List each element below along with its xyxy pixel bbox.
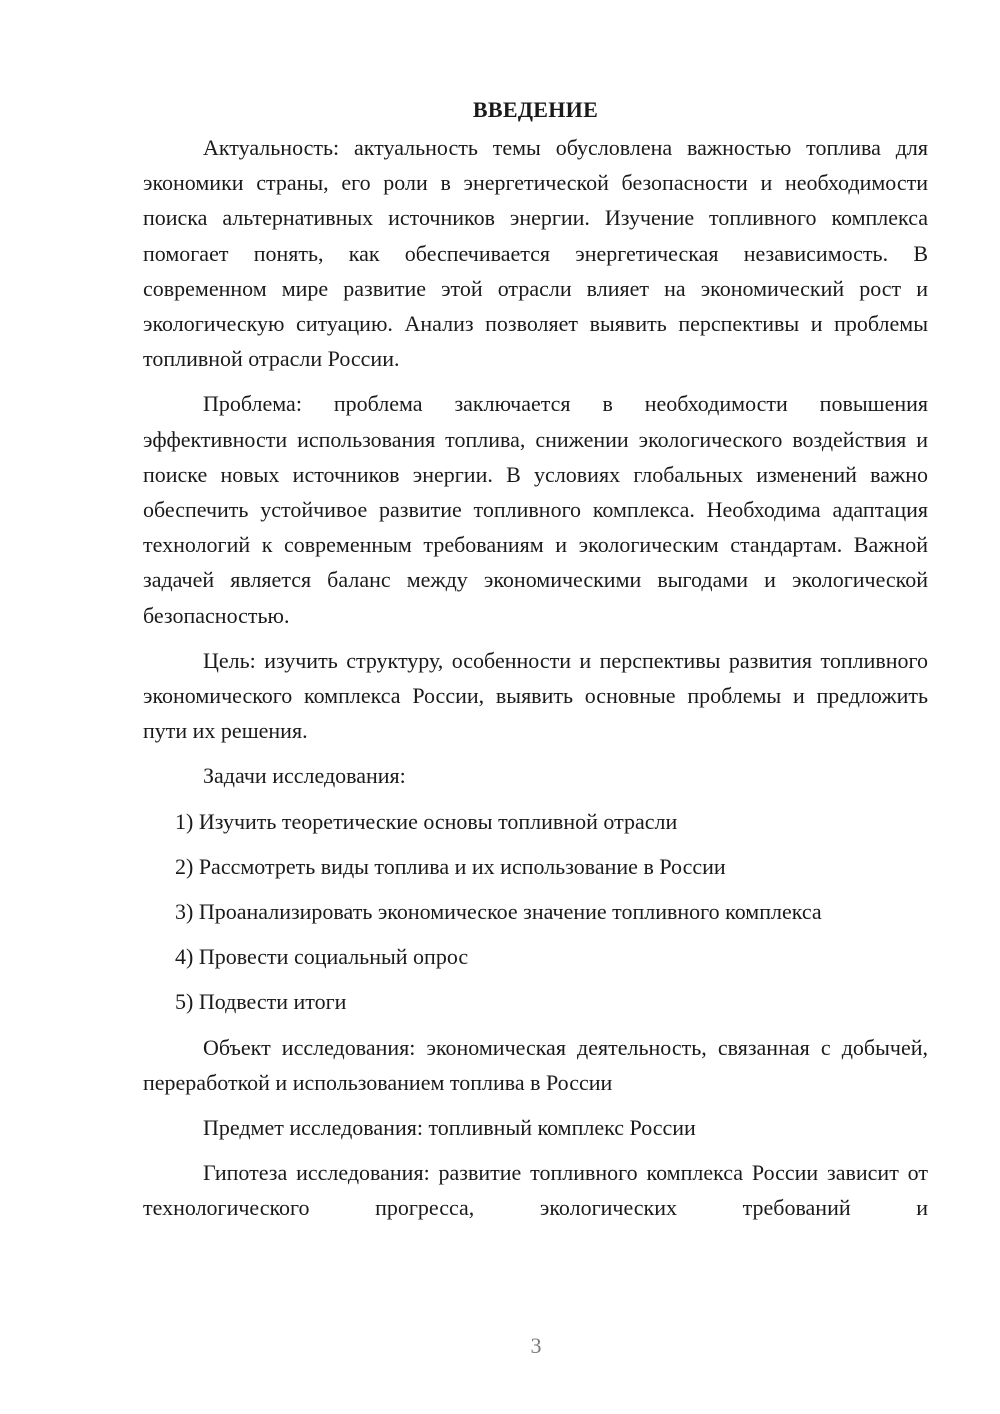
page-content <box>143 92 928 1236</box>
task-item: 1) Изучить теоретические основы топливной отрасли <box>175 808 678 834</box>
task-item: 2) Рассмотреть виды топлива и их использование в России <box>175 853 726 879</box>
page-number: 3 <box>530 1333 542 1358</box>
task-item: 4) Провести социальный опрос <box>175 944 469 970</box>
tasks-list <box>143 804 928 1020</box>
object-paragraph: Объект исследования: экономическая деятельность, связанная с добычей, переработкой и использованием топлива в России <box>143 1034 928 1095</box>
relevance-paragraph: Актуальность: актуальность темы обусловлена важностью топлива для экономики страны, его роли в энергетической безопасности и необходимости поиска альтернативных источников энергии. Изучение топливного комплекса помогает понять, как обеспечивается энергетическая независимость. В современном мире развитие этой отрасли влияет на экономический рост и экологическую ситуацию. Анализ позволяет выявить перспективы и проблемы топливной отрасли России. <box>143 135 928 372</box>
tasks-heading: Задачи исследования: <box>203 763 406 789</box>
task-item: 3) Проанализировать экономическое значение топливного комплекса <box>175 899 822 925</box>
subject-paragraph: Предмет исследования: топливный комплекс России <box>203 1115 696 1141</box>
section-title: ВВЕДЕНИЕ <box>472 97 599 122</box>
task-item: 5) Подвести итоги <box>175 989 347 1015</box>
goal-paragraph: Цель: изучить структуру, особенности и перспективы развития топливного экономического комплекса России, выявить основные проблемы и предложить пути их решения. <box>143 647 928 744</box>
hypothesis-paragraph: Гипотеза исследования: развитие топливного комплекса России зависит от технологического прогресса, экологических требований и <box>143 1160 928 1221</box>
problem-paragraph: Проблема: проблема заключается в необходимости повышения эффективности использования топлива, снижении экологического воздействия и поиске новых источников энергии. В условиях глобальных изменений важно обеспечить устойчивое развитие топливного комплекса. Необходима адаптация технологий к современным требованиям и экологическим стандартам. Важной задачей является баланс между экономическими выгодами и экологической безопасностью. <box>143 391 928 628</box>
